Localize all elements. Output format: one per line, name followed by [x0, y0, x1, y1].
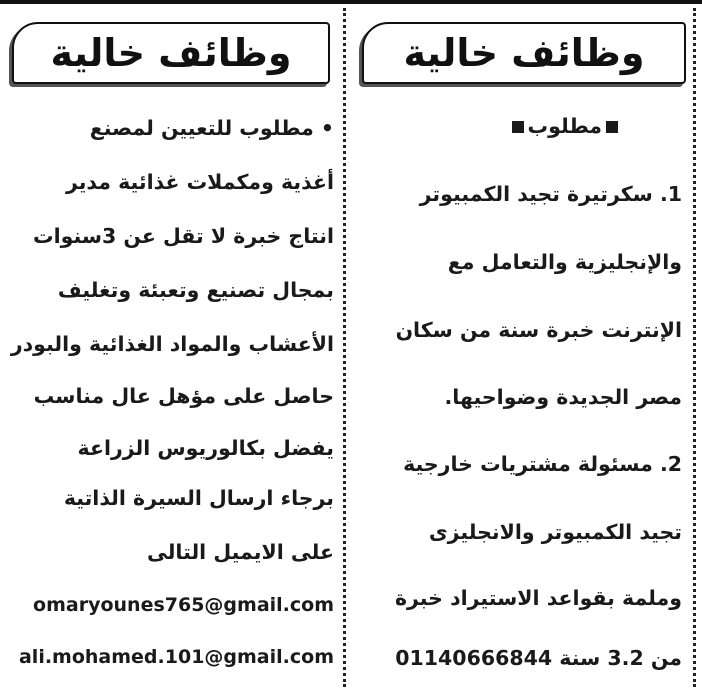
column-divider-dots: [343, 8, 346, 687]
left-line-5: حاصل على مؤهل عال مناسب: [33, 384, 334, 408]
left-line-6: يفضل بكالوريوس الزراعة: [77, 436, 334, 460]
square-bullet-icon: [512, 121, 524, 133]
right-line-6: تجيد الكمبيوتر والانجليزى: [428, 520, 682, 544]
left-line-3: بمجال تصنيع وتعبئة وتغليف: [57, 278, 334, 302]
left-email-2: ali.mohamed.101@gmail.com: [18, 646, 334, 668]
left-header-text: وظائف خالية: [50, 31, 292, 75]
left-line-0: • مطلوب للتعيين لمصنع: [89, 116, 334, 140]
edge-divider-dots: [693, 8, 696, 687]
square-bullet-icon: [606, 121, 618, 133]
left-email-1: omaryounes765@gmail.com: [33, 594, 334, 616]
left-line-4: الأعشاب والمواد الغذائية والبودر: [10, 332, 334, 356]
left-line-7: برجاء ارسال السيرة الذاتية: [63, 486, 334, 510]
left-line-8: على الايميل التالى: [146, 540, 334, 564]
right-line-4: مصر الجديدة وضواحيها.: [444, 385, 682, 409]
left-line-1: أغذية ومكملات غذائية مدير: [65, 170, 334, 194]
right-line-7: وملمة بقواعد الاستيراد خبرة: [394, 586, 682, 610]
right-line-1: 1. سكرتيرة تجيد الكمبيوتر: [419, 182, 682, 206]
left-column-header: [12, 22, 330, 84]
top-rule: [0, 0, 702, 4]
left-line-2: انتاج خبرة لا تقل عن 3سنوات: [33, 224, 334, 248]
right-header-text: وظائف خالية: [403, 31, 645, 75]
right-line-8: من 3.2 سنة 01140666844: [395, 646, 682, 670]
right-line-3: الإنترنت خبرة سنة من سكان: [395, 318, 682, 342]
right-line-5: 2. مسئولة مشتريات خارجية: [403, 452, 682, 476]
right-line-0: مطلوب: [508, 114, 622, 138]
right-column-header: [362, 22, 686, 84]
right-line-2: والإنجليزية والتعامل مع: [447, 250, 682, 274]
